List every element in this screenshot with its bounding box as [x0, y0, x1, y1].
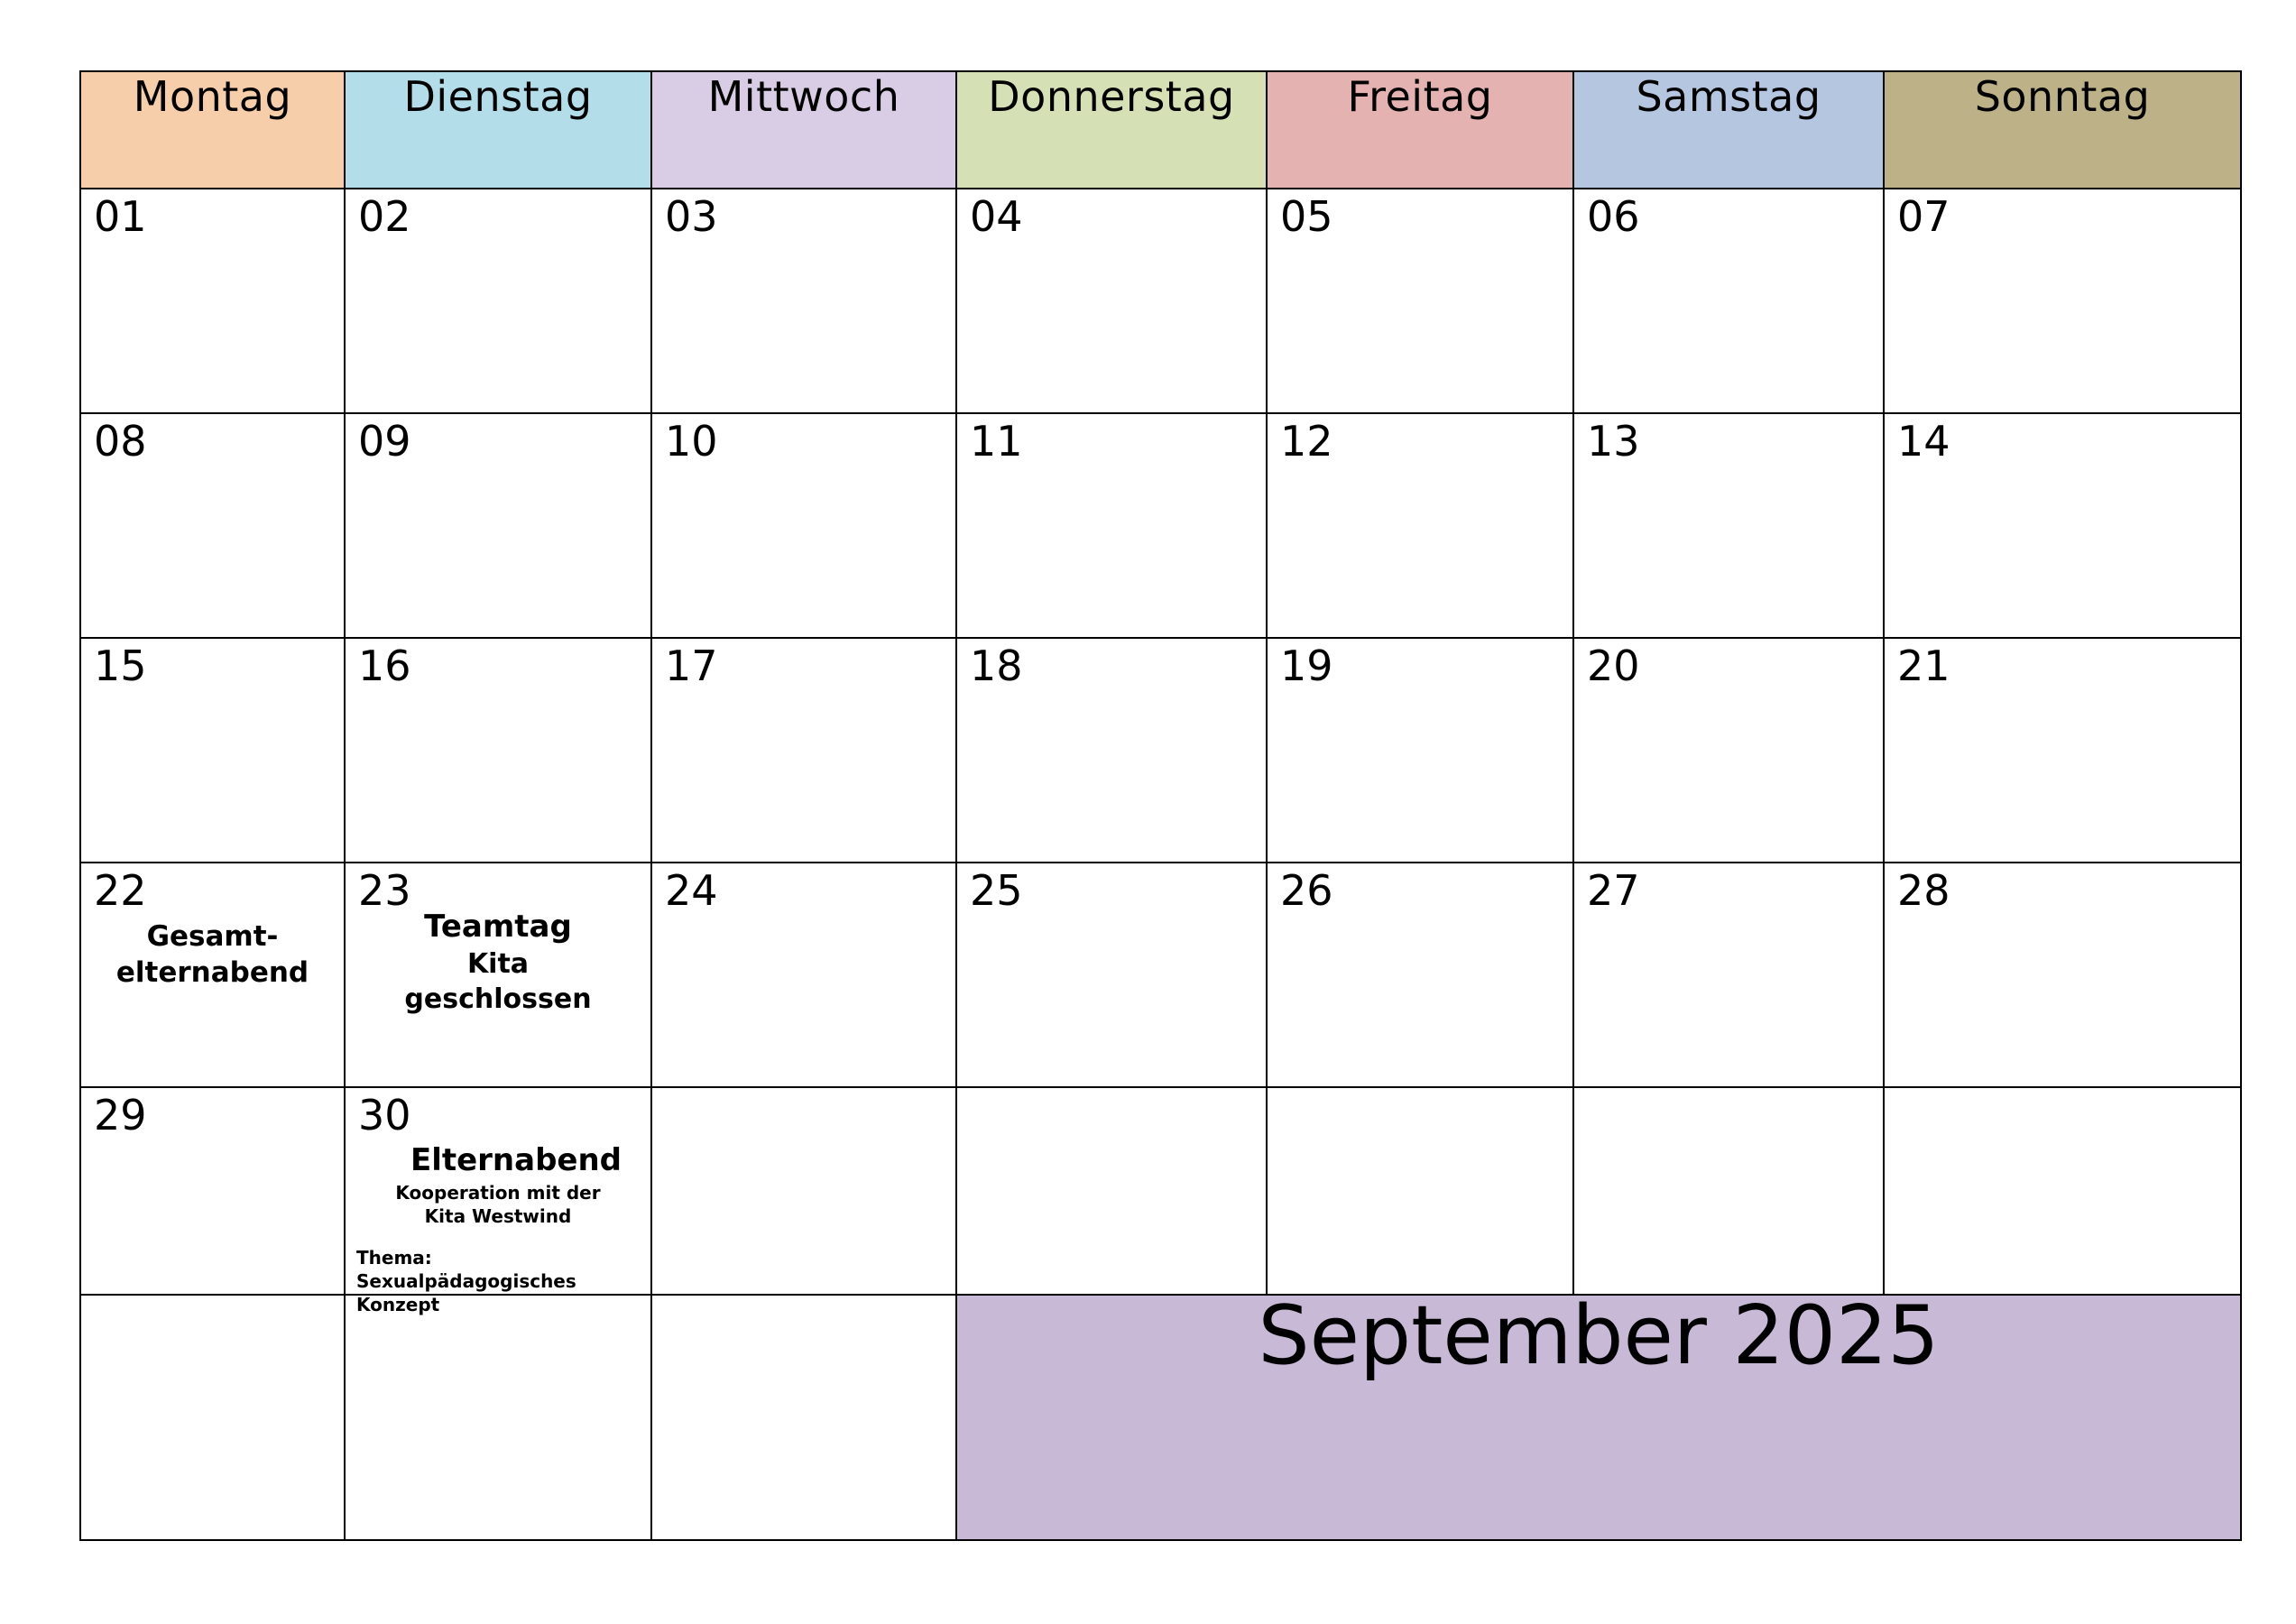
calendar-day-cell[interactable]: [80, 863, 345, 1087]
weekday-header-donnerstag: [956, 71, 1267, 189]
day-number: 07: [1897, 192, 1950, 241]
calendar-day-cell[interactable]: [651, 1087, 956, 1295]
day-number: 12: [1280, 417, 1333, 466]
weekday-header-label: Samstag: [1636, 72, 1821, 121]
calendar-day-cell[interactable]: [80, 1087, 345, 1295]
footer-empty-cell: [345, 1295, 651, 1540]
calendar-day-cell[interactable]: [1573, 1087, 1884, 1295]
weekday-header-label: Montag: [133, 72, 292, 121]
day-number: 24: [665, 866, 718, 915]
day-number: 09: [358, 417, 411, 466]
calendar-day-cell[interactable]: [80, 189, 345, 413]
event-detail-line1: Kita: [466, 948, 530, 981]
calendar-day-cell[interactable]: [345, 189, 651, 413]
calendar-day-cell[interactable]: [1267, 638, 1573, 863]
calendar-day-cell[interactable]: [345, 1087, 651, 1316]
calendar-day-cell[interactable]: [1267, 863, 1573, 1087]
calendar-table: [79, 70, 2242, 1541]
weekday-header-label: Freitag: [1347, 72, 1493, 121]
day-number: 11: [970, 417, 1023, 466]
day-number: 08: [94, 417, 147, 466]
calendar-week-row: [80, 638, 2241, 863]
calendar-day-cell[interactable]: [345, 638, 651, 863]
calendar-day-cell[interactable]: [1884, 638, 2241, 863]
day-number: 25: [970, 866, 1023, 915]
day-number: 01: [94, 192, 147, 241]
day-events: [81, 919, 344, 991]
weekday-header-mittwoch: [651, 71, 956, 189]
calendar-day-cell[interactable]: [1884, 413, 2241, 638]
day-number: 15: [94, 641, 147, 690]
calendar-header-row: [80, 71, 2241, 189]
day-number: 02: [358, 192, 411, 241]
calendar-day-cell[interactable]: [1573, 189, 1884, 413]
weekday-header-label: Mittwoch: [707, 72, 900, 121]
weekday-header-label: Dienstag: [403, 72, 593, 121]
day-events: [346, 909, 650, 1017]
calendar-day-cell[interactable]: [956, 1087, 1267, 1295]
day-events: [346, 1142, 650, 1316]
calendar-day-cell[interactable]: [651, 638, 956, 863]
weekday-header-label: Donnerstag: [988, 72, 1235, 121]
day-number: 30: [358, 1091, 411, 1140]
calendar-week-row: [80, 863, 2241, 1087]
day-number: 05: [1280, 192, 1333, 241]
footer-empty-cell: [651, 1295, 956, 1540]
event-detail-line2: Kita Westwind: [424, 1205, 572, 1228]
calendar-day-cell[interactable]: [1573, 638, 1884, 863]
calendar-day-cell[interactable]: [956, 189, 1267, 413]
calendar-day-cell[interactable]: [1267, 1087, 1573, 1295]
event-detail-line2: geschlossen: [404, 983, 592, 1015]
event-detail-line1: Kooperation mit der: [395, 1182, 601, 1204]
weekday-header-sonntag: [1884, 71, 2241, 189]
day-number: 03: [665, 192, 718, 241]
event-detail-line3: Thema:: [356, 1247, 432, 1269]
day-number: 13: [1587, 417, 1640, 466]
calendar-day-cell[interactable]: [1267, 413, 1573, 638]
calendar-day-cell[interactable]: [956, 413, 1267, 638]
weekday-header-freitag: [1267, 71, 1573, 189]
weekday-header-samstag: [1573, 71, 1884, 189]
calendar-day-cell[interactable]: [345, 863, 651, 1087]
calendar-day-cell[interactable]: [1573, 413, 1884, 638]
day-number: 21: [1897, 641, 1950, 690]
calendar-week-row: [80, 189, 2241, 413]
day-number: 29: [94, 1091, 147, 1140]
calendar-day-cell[interactable]: [1267, 189, 1573, 413]
day-number: 27: [1587, 866, 1640, 915]
calendar-day-cell[interactable]: [956, 638, 1267, 863]
calendar-day-cell[interactable]: [651, 863, 956, 1087]
day-number: 10: [665, 417, 718, 466]
day-number: 28: [1897, 866, 1950, 915]
calendar-week-row: [80, 413, 2241, 638]
event-title: Elternabend: [410, 1142, 622, 1178]
event-title: Gesamt-: [146, 920, 279, 953]
weekday-header-dienstag: [345, 71, 651, 189]
day-number: 23: [358, 866, 411, 915]
calendar-day-cell[interactable]: [345, 413, 651, 638]
event-title: Teamtag: [424, 909, 572, 945]
calendar-day-cell[interactable]: [651, 413, 956, 638]
day-number: 22: [94, 866, 147, 915]
calendar-day-cell[interactable]: [1884, 189, 2241, 413]
calendar-week-row: [80, 1087, 2241, 1295]
day-number: 04: [970, 192, 1023, 241]
weekday-header-label: Sonntag: [1974, 72, 2151, 121]
calendar-footer-row: [80, 1295, 2241, 1540]
calendar-day-cell[interactable]: [1573, 863, 1884, 1087]
calendar-day-cell[interactable]: [1884, 863, 2241, 1087]
event-title-line2: elternabend: [115, 955, 309, 989]
day-number: 06: [1587, 192, 1640, 241]
calendar-day-cell[interactable]: [1884, 1087, 2241, 1295]
weekday-header-montag: [80, 71, 345, 189]
calendar-day-cell[interactable]: [651, 189, 956, 413]
day-number: 14: [1897, 417, 1950, 466]
day-number: 20: [1587, 641, 1640, 690]
footer-empty-cell: [80, 1295, 345, 1540]
calendar-day-cell[interactable]: [80, 638, 345, 863]
day-number: 16: [358, 641, 411, 690]
month-title-cell: [956, 1288, 2241, 1540]
day-number: 26: [1280, 866, 1333, 915]
day-number: 17: [665, 641, 718, 690]
month-title: September 2025: [1258, 1288, 1940, 1383]
day-number: 18: [970, 641, 1023, 690]
event-detail-line4: Sexualpädagogisches Konzept: [356, 1270, 576, 1316]
calendar-day-cell[interactable]: [956, 863, 1267, 1087]
calendar-day-cell[interactable]: [80, 413, 345, 638]
day-number: 19: [1280, 641, 1333, 690]
